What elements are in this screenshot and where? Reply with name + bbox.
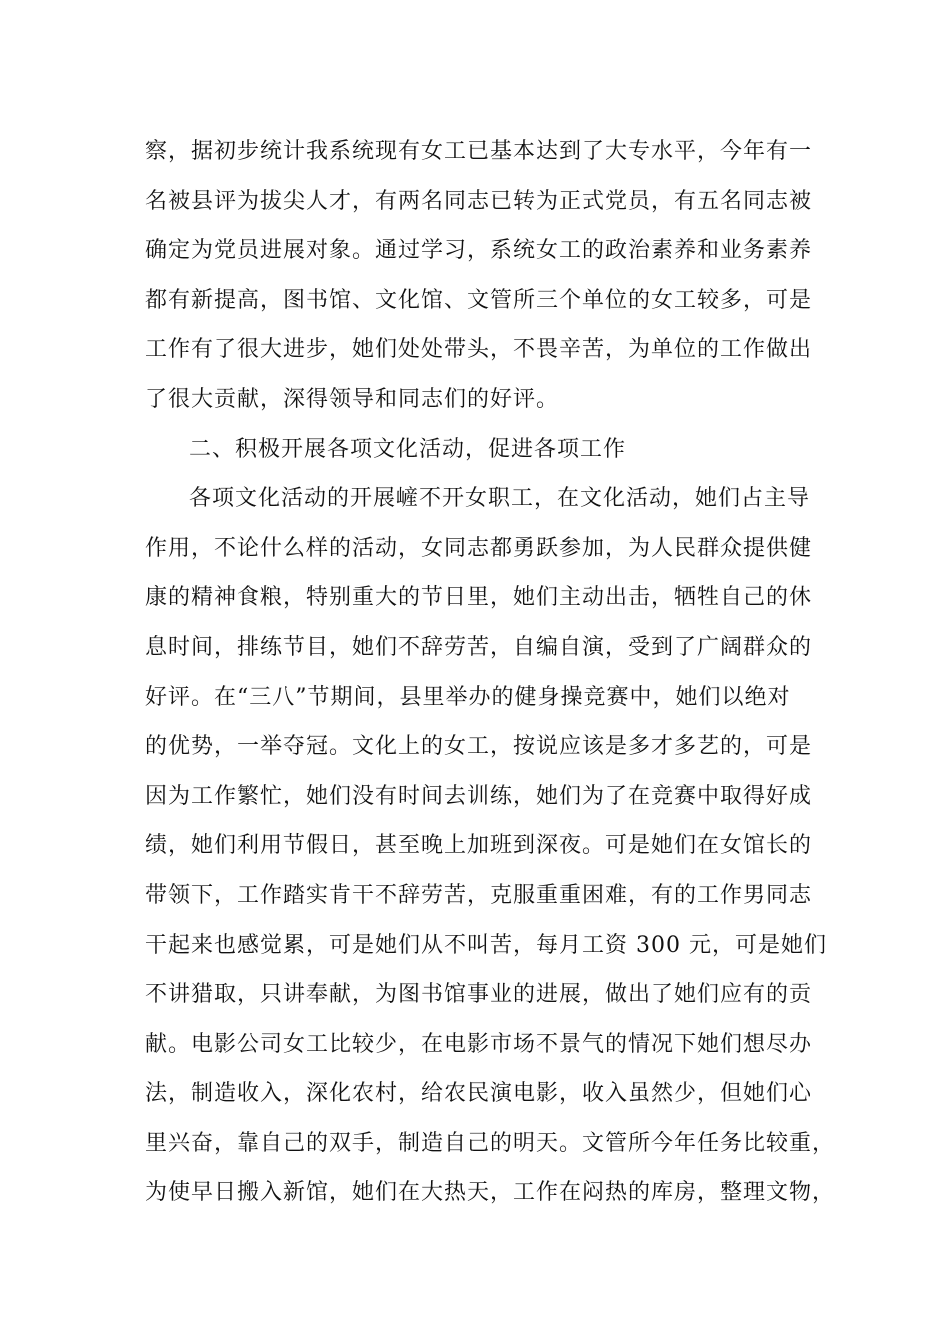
text-line: 法，制造收入，深化农村，给农民演电影，收入虽然少，但她们心 <box>145 1081 813 1107</box>
section-heading: 二、积极开展各项文化活动，促进各项工作 <box>189 436 627 462</box>
text-line: 绩，她们利用节假日，甚至晚上加班到深夜。可是她们在女馆长的 <box>145 833 813 859</box>
text-line: 为使早日搬入新馆，她们在大热天，工作在闷热的库房，整理文物， <box>145 1180 836 1206</box>
text-line: 息时间，排练节目，她们不辞劳苦，自编自演，受到了广阔群众的 <box>145 634 813 660</box>
text-line: 工作有了很大进步，她们处处带头，不畏辛苦，为单位的工作做出 <box>145 337 813 363</box>
text-line: 察，据初步统计我系统现有女工已基本达到了大专水平，今年有一 <box>145 139 813 164</box>
text-line: 作用，不论什么样的活动，女同志都勇跃参加，为人民群众提供健 <box>145 535 813 561</box>
text-line: 的优势，一举夺冠。文化上的女工，按说应该是多才多艺的，可是 <box>145 734 813 760</box>
text-line: 里兴奋，靠自己的双手，制造自己的明天。文管所今年任务比较重， <box>145 1130 836 1156</box>
text-line: 了很大贡献，深得领导和同志们的好评。 <box>145 386 560 412</box>
paragraph-start-line: 各项文化活动的开展嵼不开女职工，在文化活动，她们占主导 <box>189 486 811 512</box>
text-line: 好评。在“三八”节期间，县里举办的健身操竞赛中，她们以绝对 <box>145 684 791 710</box>
text-line: 确定为党员进展对象。通过学习，系统女工的政治素养和业务素养 <box>145 238 813 264</box>
text-line: 康的精神食粮，特别重大的节日里，她们主动出击，牺牲自己的休 <box>145 585 813 611</box>
text-line: 干起来也感觉累，可是她们从不叫苦，每月工资 300 元，可是她们 <box>145 932 827 958</box>
body-text <box>145 127 836 1218</box>
text-line: 因为工作繁忙，她们没有时间去训练，她们为了在竞赛中取得好成 <box>145 783 813 809</box>
text-line: 献。电影公司女工比较少，在电影市场不景气的情况下她们想尽办 <box>145 1031 813 1057</box>
text-line: 名被县评为拔尖人才，有两名同志已转为正式党员，有五名同志被 <box>145 188 813 214</box>
text-line: 不讲猎取，只讲奉献，为图书馆事业的进展，做出了她们应有的贡 <box>145 982 813 1008</box>
text-line: 带领下，工作踏实肯干不辞劳苦，克服重重困难，有的工作男同志 <box>145 882 813 908</box>
text-line: 都有新提高，图书馆、文化馆、文管所三个单位的女工较多，可是 <box>145 287 813 313</box>
